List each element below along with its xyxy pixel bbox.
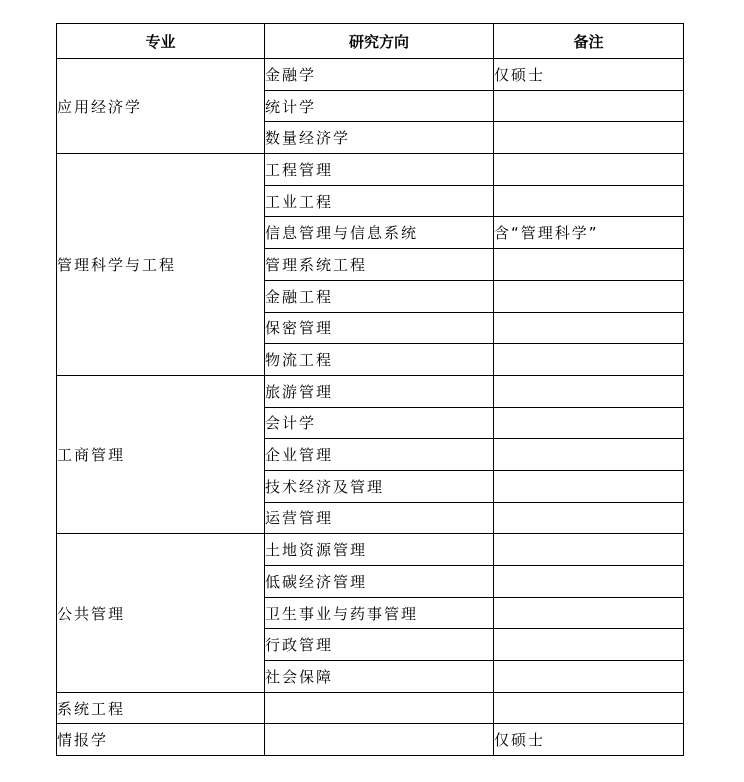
major-cell: 公共管理 bbox=[57, 534, 265, 692]
note-cell bbox=[494, 90, 684, 122]
note-cell bbox=[494, 597, 684, 629]
direction-cell: 统计学 bbox=[265, 90, 494, 122]
note-cell bbox=[494, 661, 684, 693]
direction-cell: 数量经济学 bbox=[265, 122, 494, 154]
note-cell bbox=[494, 470, 684, 502]
direction-cell: 工程管理 bbox=[265, 154, 494, 186]
note-cell bbox=[494, 502, 684, 534]
direction-cell: 旅游管理 bbox=[265, 375, 494, 407]
table-body bbox=[57, 59, 684, 756]
direction-cell: 保密管理 bbox=[265, 312, 494, 344]
note-cell bbox=[494, 249, 684, 281]
note-cell bbox=[494, 566, 684, 598]
direction-cell: 金融工程 bbox=[265, 280, 494, 312]
note-cell bbox=[494, 122, 684, 154]
direction-cell: 技术经济及管理 bbox=[265, 470, 494, 502]
header-direction: 研究方向 bbox=[265, 24, 494, 59]
direction-cell bbox=[265, 724, 494, 756]
direction-cell: 社会保障 bbox=[265, 661, 494, 693]
table-header-row bbox=[57, 24, 684, 59]
direction-cell: 金融学 bbox=[265, 59, 494, 91]
header-note: 备注 bbox=[494, 24, 684, 59]
major-cell: 系统工程 bbox=[57, 692, 265, 724]
major-direction-table bbox=[56, 23, 684, 756]
table-row bbox=[57, 59, 684, 91]
note-cell bbox=[494, 312, 684, 344]
direction-cell: 低碳经济管理 bbox=[265, 566, 494, 598]
note-cell bbox=[494, 375, 684, 407]
note-cell bbox=[494, 280, 684, 312]
direction-cell: 卫生事业与药事管理 bbox=[265, 597, 494, 629]
major-cell: 应用经济学 bbox=[57, 59, 265, 154]
note-cell bbox=[494, 534, 684, 566]
note-cell bbox=[494, 344, 684, 376]
major-cell: 工商管理 bbox=[57, 375, 265, 533]
note-cell bbox=[494, 185, 684, 217]
direction-cell: 土地资源管理 bbox=[265, 534, 494, 566]
major-cell: 情报学 bbox=[57, 724, 265, 756]
major-cell: 管理科学与工程 bbox=[57, 154, 265, 376]
note-cell bbox=[494, 439, 684, 471]
direction-cell: 管理系统工程 bbox=[265, 249, 494, 281]
direction-cell: 企业管理 bbox=[265, 439, 494, 471]
table-row bbox=[57, 692, 684, 724]
header-major: 专业 bbox=[57, 24, 265, 59]
direction-cell bbox=[265, 692, 494, 724]
note-cell bbox=[494, 407, 684, 439]
note-cell bbox=[494, 154, 684, 186]
note-cell: 仅硕士 bbox=[494, 59, 684, 91]
direction-cell: 运营管理 bbox=[265, 502, 494, 534]
direction-cell: 工业工程 bbox=[265, 185, 494, 217]
table-row bbox=[57, 154, 684, 186]
table-row bbox=[57, 534, 684, 566]
direction-cell: 物流工程 bbox=[265, 344, 494, 376]
table-row bbox=[57, 375, 684, 407]
table-row bbox=[57, 724, 684, 756]
note-cell: 含“管理科学” bbox=[494, 217, 684, 249]
note-cell: 仅硕士 bbox=[494, 724, 684, 756]
direction-cell: 会计学 bbox=[265, 407, 494, 439]
direction-cell: 信息管理与信息系统 bbox=[265, 217, 494, 249]
note-cell bbox=[494, 629, 684, 661]
direction-cell: 行政管理 bbox=[265, 629, 494, 661]
note-cell bbox=[494, 692, 684, 724]
